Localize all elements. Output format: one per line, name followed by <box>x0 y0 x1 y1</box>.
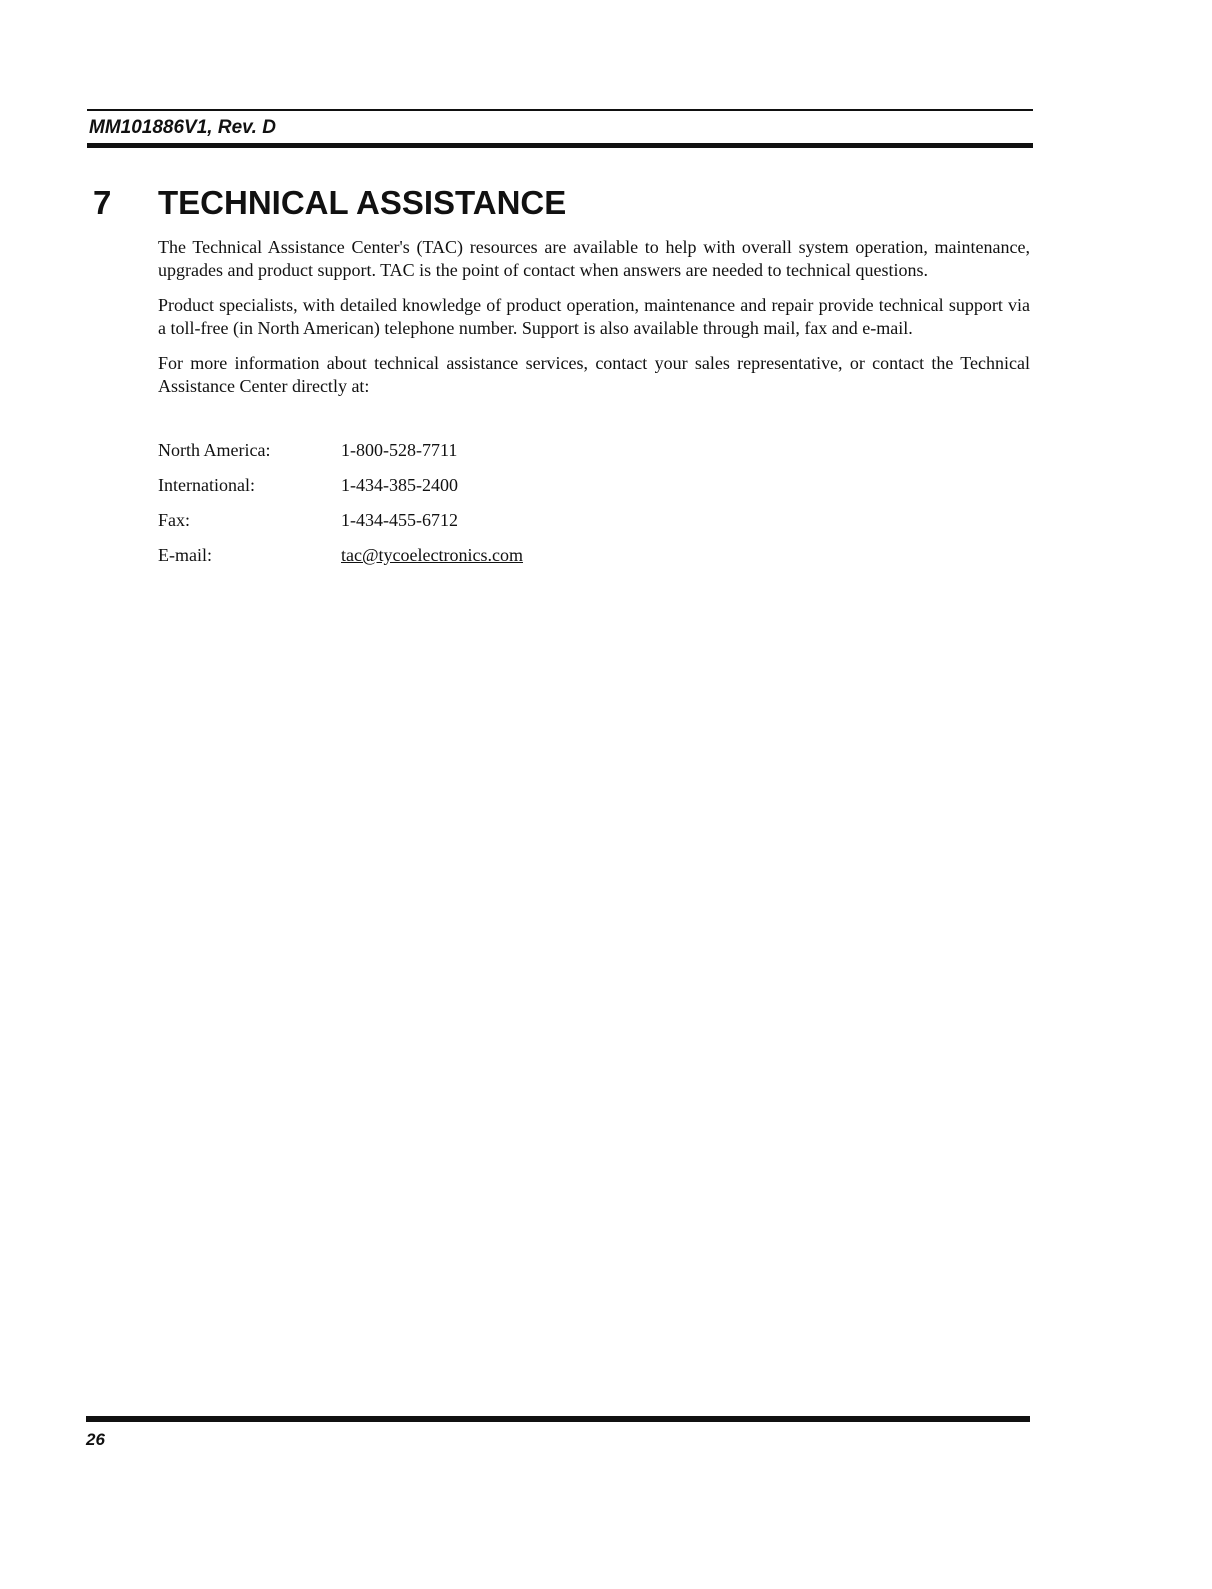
intro-paragraph: The Technical Assistance Center's (TAC) resources are available to help with overall system operation, maintenance, upgrades and product support. TAC is the point of contact when answers are needed to technical questions. <box>158 237 1030 280</box>
footer-rule <box>86 1416 1030 1422</box>
page-header <box>87 109 1033 148</box>
contact-phone-international: 1-434-385-2400 <box>341 475 458 495</box>
section-number: 7 <box>93 184 112 221</box>
contact-label: Fax: <box>158 510 191 530</box>
page-footer <box>86 1416 1030 1450</box>
contact-row-international <box>158 474 523 509</box>
more-info-paragraph: For more information about technical assistance services, contact your sales representative, or contact the Technical Assistance Center directly at: <box>158 353 1030 396</box>
contact-row-north-america <box>158 439 523 474</box>
header-top-rule <box>87 109 1033 111</box>
contact-fax-number: 1-434-455-6712 <box>341 510 458 530</box>
document-id: MM101886V1, Rev. D <box>89 117 276 138</box>
specialists-paragraph: Product specialists, with detailed knowledge of product operation, maintenance and repair provide technical support via a toll-free (in North American) telephone number. Support is also available through mail, fax and e-mail. <box>158 295 1030 338</box>
section-body <box>158 236 1030 579</box>
contact-table <box>158 439 523 579</box>
contact-label: International: <box>158 475 255 495</box>
contact-label: E-mail: <box>158 545 212 565</box>
contact-phone-north-america: 1-800-528-7711 <box>341 440 458 460</box>
section-heading <box>93 183 566 223</box>
header-bottom-rule <box>87 143 1033 148</box>
page-number: 26 <box>86 1430 105 1449</box>
contact-label: North America: <box>158 440 271 460</box>
section-title: TECHNICAL ASSISTANCE <box>158 184 567 221</box>
contact-email-cell <box>341 544 523 579</box>
email-link[interactable]: tac@tycoelectronics.com <box>341 545 523 565</box>
contact-row-email <box>158 544 523 579</box>
contact-row-fax <box>158 509 523 544</box>
